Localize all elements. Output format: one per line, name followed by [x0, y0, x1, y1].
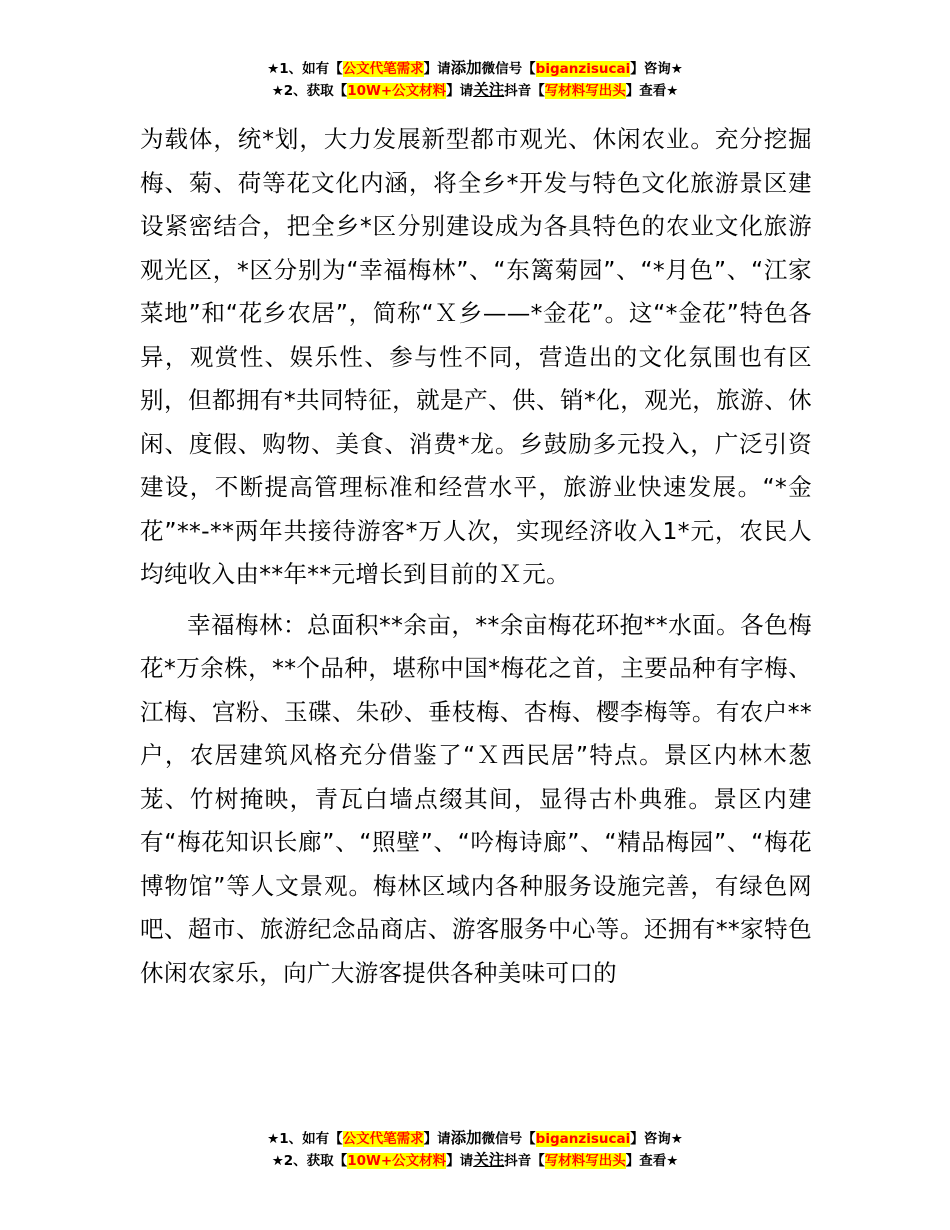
- banner-text: 抖音【: [504, 83, 545, 99]
- banner-text: ★2、获取【: [271, 83, 348, 99]
- banner-text: 】请: [446, 1153, 474, 1169]
- banner-text: 】查看★: [625, 1153, 679, 1169]
- banner-text: 】请: [423, 61, 451, 77]
- banner-text: 微信号【: [481, 61, 536, 77]
- banner-text: 】咨询★: [630, 1131, 683, 1147]
- banner-highlight-wechat-id: biganzisucai: [535, 61, 631, 77]
- body-paragraph: 幸福梅林：总面积**余亩，**余亩梅花环抱**水面。各色梅花*万余株，**个品种，堪称中国*梅花之首，主要品种有字梅、江梅、宫粉、玉碟、朱砂、垂枝梅、杏梅、樱李梅等。有农户**户，农居建筑风格充分借鉴了“Ｘ西民居”特点。景区内林木葱茏、竹树掩映，青瓦白墙点缀其间，显得古朴典雅。景区内建有“梅花知识长廊”、“照壁”、“吟梅诗廊”、“精品梅园”、“梅花博物馆”等人文景观。梅林区域内各种服务设施完善，有绿色网吧、超市、旅游纪念品商店、游客服务中心等。还拥有**家特色休闲农家乐，向广大游客提供各种美味可口的: [140, 610, 812, 987]
- document-body: [140, 118, 812, 995]
- banner-emphasis: 添加: [450, 1129, 482, 1147]
- banner-text: 微信号【: [481, 1131, 536, 1147]
- banner-text: ★2、获取【: [271, 1153, 348, 1169]
- banner-text: 】请: [423, 1131, 451, 1147]
- body-paragraph: 为载体，统*划，大力发展新型都市观光、休闲农业。充分挖掘梅、菊、荷等花文化内涵，将全乡*开发与特色文化旅游景区建设紧密结合，把全乡*区分别建设成为各具特色的农业文化旅游观光区，*区分别为“幸福梅林”、“东篱菊园”、“*月色”、“江家菜地”和“花乡农居”，简称“Ｘ乡——*金花”。这“*金花”特色各异，观赏性、娱乐性、参与性不同，营造出的文化氛围也有区别，但都拥有*共同特征，就是产、供、销*化，观光，旅游、休闲、度假、购物、美食、消费*龙。乡鼓励多元投入，广泛引资建设，不断提高管理标准和经营水平，旅游业快速发展。“*金花”**-**两年共接待游客*万人次，实现经济收入1*元，农民人均纯收入由**年**元增长到目前的Ｘ元。: [140, 125, 812, 588]
- banner-text: 】咨询★: [630, 61, 683, 77]
- banner-highlight-douyin: 写材料写出头: [544, 1153, 626, 1169]
- banner-highlight-douyin: 写材料写出头: [544, 83, 626, 99]
- banner-text: ★1、如有【: [267, 61, 343, 77]
- banner-highlight: 10W+公文材料: [347, 83, 447, 99]
- banner-emphasis: 添加: [450, 59, 482, 77]
- banner-line-1: [0, 1128, 950, 1150]
- banner-text: 】请: [446, 83, 474, 99]
- footer-banner: [0, 1128, 950, 1172]
- banner-emphasis: 关注: [473, 1151, 505, 1169]
- banner-text: ★1、如有【: [267, 1131, 343, 1147]
- banner-line-2: [0, 1150, 950, 1172]
- banner-text: 抖音【: [504, 1153, 545, 1169]
- banner-line-2: [0, 80, 950, 102]
- header-banner: [0, 58, 950, 102]
- banner-highlight-wechat-id: biganzisucai: [535, 1131, 631, 1147]
- banner-line-1: [0, 58, 950, 80]
- banner-text: 】查看★: [625, 83, 679, 99]
- banner-emphasis: 关注: [473, 81, 505, 99]
- banner-highlight: 公文代笔需求: [342, 61, 424, 77]
- banner-highlight: 10W+公文材料: [347, 1153, 447, 1169]
- banner-highlight: 公文代笔需求: [342, 1131, 424, 1147]
